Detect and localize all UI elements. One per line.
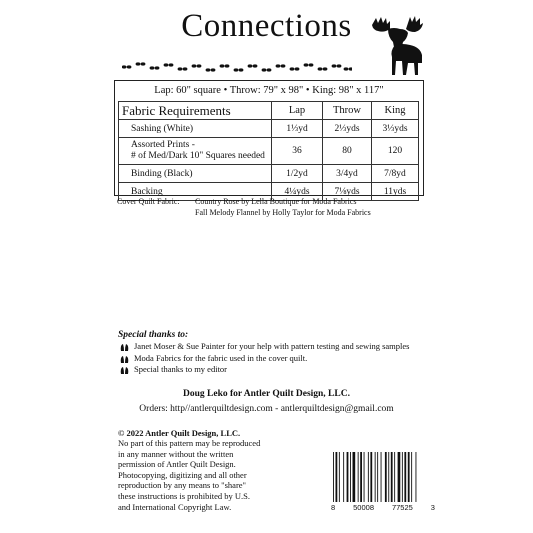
barcode-digit-group: 77525: [391, 503, 413, 512]
barcode-bar: [402, 452, 403, 502]
column-header-lap: Lap: [272, 102, 323, 120]
barcode-bar: [398, 452, 401, 502]
copyright-line: No part of this pattern may be reproduced: [118, 438, 261, 448]
thanks-item-text: Special thanks to my editor: [134, 364, 228, 374]
barcode-digit-group: 8: [331, 503, 336, 512]
barcode-bar: [375, 452, 376, 502]
column-header-throw: Throw: [323, 102, 372, 120]
row-item-label: Binding (Black): [119, 165, 272, 183]
list-item: [118, 353, 410, 365]
barcode-digit-group: 3: [430, 503, 435, 512]
copyright-line: in any manner without the written: [118, 448, 234, 459]
barcode-bar: [339, 452, 340, 502]
cell-lap: 1/2yd: [272, 165, 323, 183]
hoof-print-track: [122, 62, 352, 74]
cell-king: 11yds: [372, 183, 419, 201]
row-item-label: Backing: [119, 183, 272, 201]
barcode-bar: [416, 452, 417, 502]
barcode-bar: [343, 452, 344, 502]
table-heading: Fabric Requirements: [119, 102, 272, 120]
cell-king: 120: [372, 138, 419, 165]
barcode-bar: [353, 452, 356, 502]
barcode-bar: [388, 452, 389, 502]
table-row: [119, 138, 419, 165]
fabric-requirements-table: [118, 101, 419, 201]
moose-silhouette-icon: [368, 15, 426, 77]
table-row: [119, 165, 419, 183]
thanks-item-text: Janet Moser & Sue Painter for your help with pattern testing and sewing samples: [134, 341, 410, 351]
barcode-bar: [347, 452, 349, 502]
barcode-bar: [360, 452, 362, 502]
row-item-label-line2: # of Med/Dark 10" Squares needed: [131, 151, 265, 161]
barcode-bar: [370, 452, 372, 502]
copyright-line: reproduction by any means to "share": [118, 480, 247, 491]
barcode-digit-group: 50008: [353, 503, 374, 512]
hoof-bullet-icon: [120, 355, 129, 364]
row-item-label: Sashing (White): [119, 120, 272, 138]
cover-fabric-line2: Fall Melody Flannel by Holly Taylor for Moda Fabrics: [195, 207, 371, 217]
table-header-row: [119, 102, 419, 120]
orders-line: Orders: http//antlerquiltdesign.com - antlerquiltdesign@gmail.com: [139, 404, 394, 414]
cover-quilt-fabric: [117, 197, 371, 218]
table-row: [119, 120, 419, 138]
page-title: Connections: [181, 8, 352, 44]
barcode-bar: [350, 452, 351, 502]
cell-throw: 7⅛yds: [323, 183, 372, 201]
barcode-bar: [385, 452, 387, 502]
barcode-bar: [364, 452, 365, 502]
cell-lap: 36: [272, 138, 323, 165]
barcode: [329, 452, 433, 506]
barcode-bar: [333, 452, 334, 502]
copyright-notice: [118, 438, 318, 512]
cell-king: 3⅓yds: [372, 120, 419, 138]
copyright-line: permission of Antler Quilt Design.: [118, 459, 236, 470]
list-item: [118, 364, 410, 376]
cell-throw: 3/4yd: [323, 165, 372, 183]
column-header-king: King: [372, 102, 419, 120]
copyright-line: these instructions is prohibited by U.S.: [118, 490, 250, 501]
cell-throw: 2⅓yds: [323, 120, 372, 138]
cell-throw: 80: [323, 138, 372, 165]
cover-fabric-line1: Country Rose by Lella Boutique for Moda Fabrics: [195, 197, 357, 206]
barcode-bar: [408, 452, 410, 502]
barcode-bar: [411, 452, 412, 502]
barcode-bar: [404, 452, 406, 502]
copyright-line: Photocopying, digitizing and all other: [118, 469, 247, 480]
row-item-label-line1: Assorted Prints -: [131, 140, 195, 150]
quilt-sizes: Lap: 60" square • Throw: 79" x 98" • King: 98" x 117": [154, 85, 384, 96]
barcode-bar: [394, 452, 395, 502]
hoof-bullet-icon: [120, 366, 129, 375]
special-thanks-title: Special thanks to:: [118, 330, 189, 340]
author-line: Doug Leko for Antler Quilt Design, LLC.: [183, 389, 350, 399]
row-item-label: [119, 138, 272, 165]
thanks-item-text: Moda Fabrics for the fabric used in the cover quilt.: [134, 352, 308, 363]
cover-fabric-label: Cover Quilt Fabric:: [117, 197, 180, 206]
cell-lap: 4¼yds: [272, 183, 323, 201]
barcode-bar: [358, 452, 359, 502]
barcode-bar: [368, 452, 369, 502]
barcode-bar: [381, 452, 382, 502]
cell-lap: 1⅓yd: [272, 120, 323, 138]
barcode-bar: [336, 452, 338, 502]
list-item: [118, 341, 410, 353]
hoof-bullet-icon: [120, 343, 129, 352]
cell-king: 7/8yd: [372, 165, 419, 183]
copyright-line: and International Copyright Law.: [118, 501, 232, 512]
barcode-bar: [391, 452, 393, 502]
special-thanks-list: [118, 341, 410, 376]
barcode-digits: [331, 503, 435, 512]
copyright-title: © 2022 Antler Quilt Design, LLC.: [118, 428, 241, 438]
barcode-bar: [377, 452, 378, 502]
